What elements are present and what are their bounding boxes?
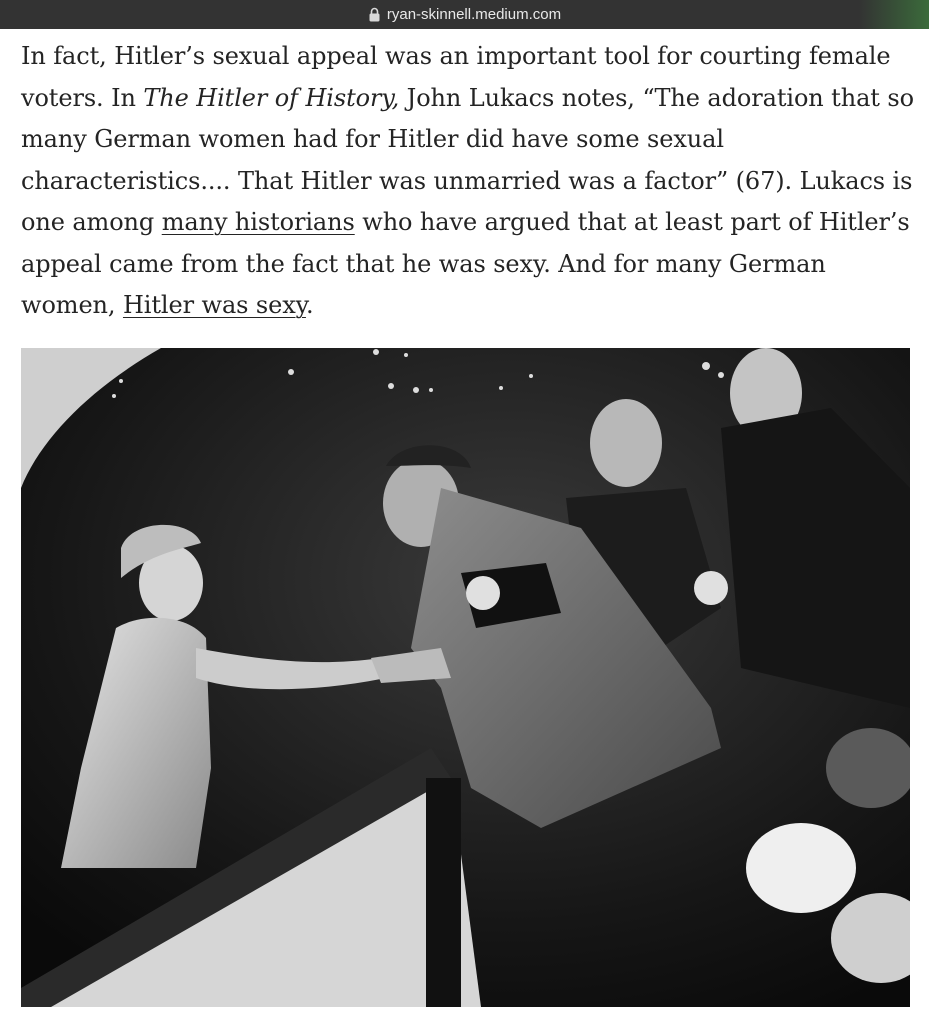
page-load-indicator	[859, 0, 929, 29]
text-segment: who have argued that at least part of Hitler’s appeal came from the fact that he was sexy. And for many German women,	[21, 208, 910, 319]
text-segment: John Lukacs notes, “The adoration that so many German women had for Hitler did have some sexual characteristics.... That Hitler was unmarried was a factor” (67). Lukacs is one among	[21, 83, 914, 236]
book-title: The Hitler of History,	[143, 83, 400, 112]
browser-url-bar[interactable]	[0, 0, 929, 29]
article-body	[21, 36, 916, 327]
article-paragraph	[21, 36, 916, 327]
link-hitler-was-sexy[interactable]: Hitler was sexy	[122, 291, 306, 319]
text-segment: .	[305, 291, 314, 319]
link-many-historians[interactable]: many historians	[161, 208, 355, 236]
lock-icon	[368, 7, 381, 22]
text-segment: In fact, Hitler’s sexual appeal was an important tool for courting female voters. In	[21, 42, 891, 112]
historical-photo-illustration	[21, 348, 910, 1007]
article-photo	[21, 348, 910, 1007]
url-text: ryan-skinnell.medium.com	[386, 6, 562, 23]
